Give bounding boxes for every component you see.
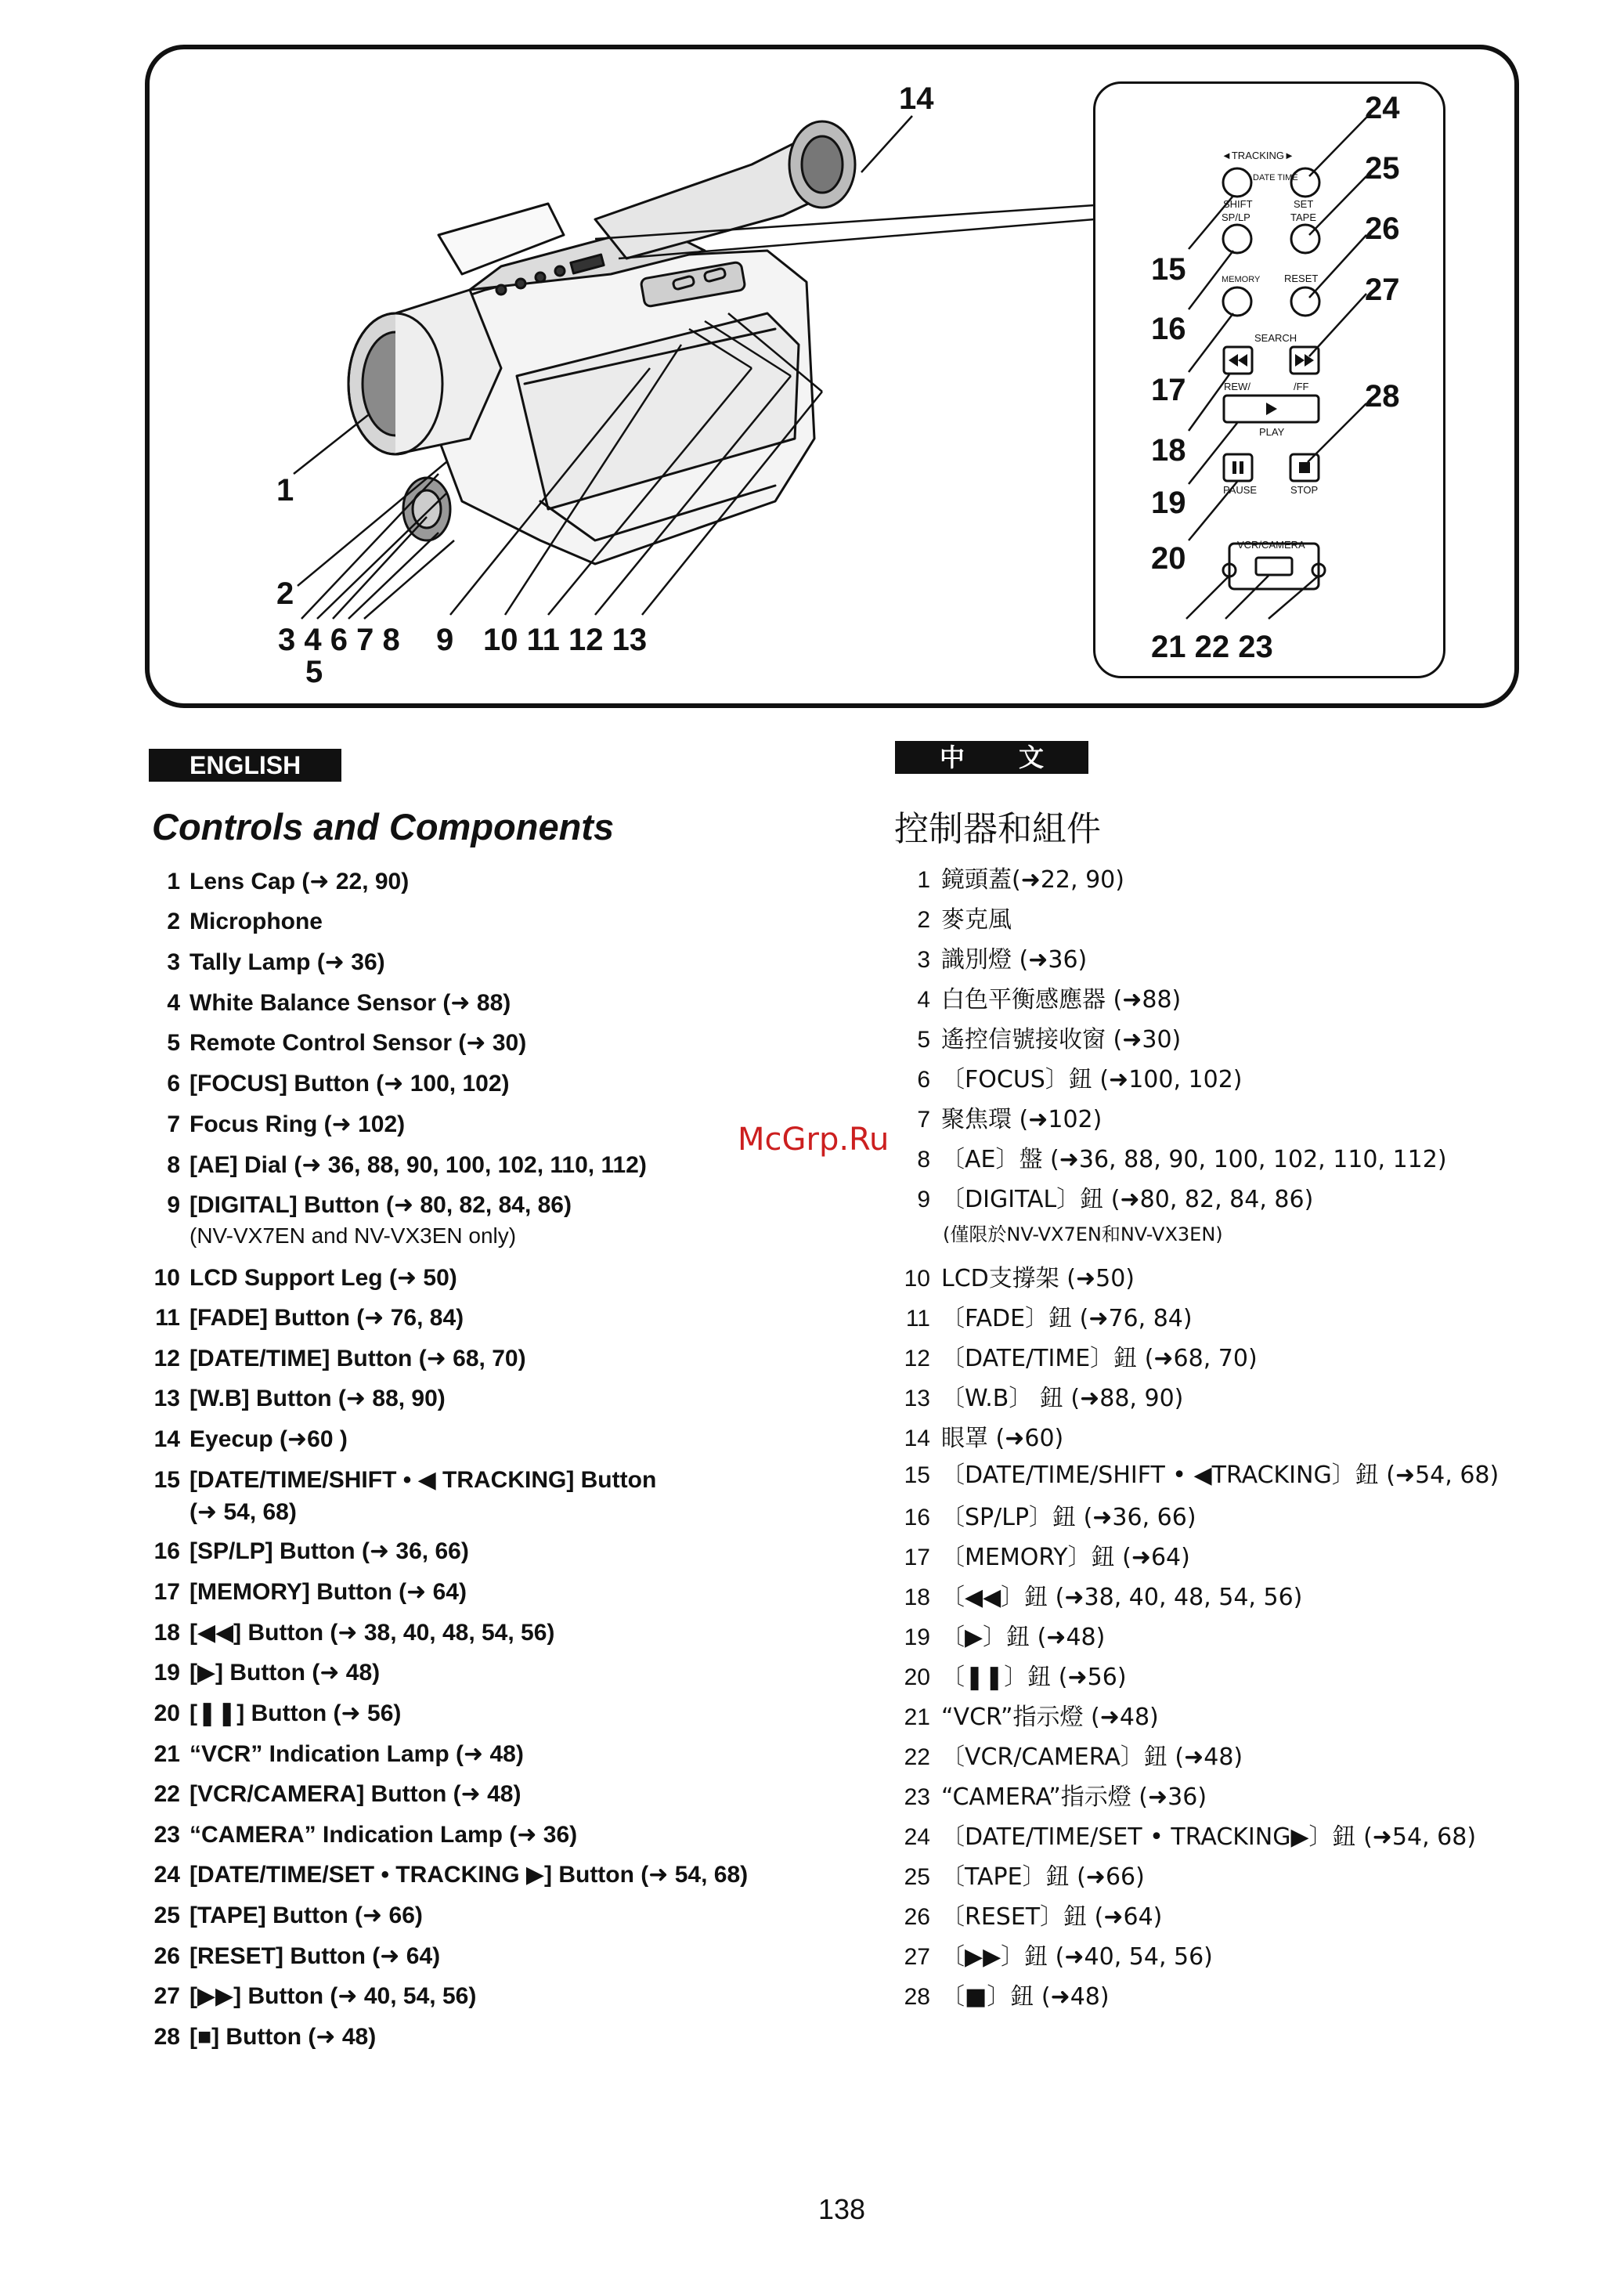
item-number: 4 <box>167 990 180 1016</box>
remote-label-ff: /FF <box>1294 381 1309 392</box>
callout-14: 14 <box>899 81 934 116</box>
item-number: 21 <box>904 1704 930 1730</box>
list-item <box>899 1977 1110 2011</box>
list-item <box>149 1191 572 1219</box>
item-text: 鏡頭蓋(➜22, 90) <box>941 866 1124 894</box>
item-text: 〔TAPE〕鈕 (➜66) <box>941 1863 1145 1891</box>
item-number: 12 <box>904 1346 930 1371</box>
list-item <box>899 1737 1243 1772</box>
item-number: 24 <box>904 1824 930 1850</box>
item-text: “CAMERA”指示燈 (➜36) <box>941 1783 1207 1811</box>
item-number: 3 <box>917 947 930 973</box>
english-note-model-only: (NV-VX7EN and NV-VX3EN only) <box>189 1223 517 1248</box>
item-number: 21 <box>153 1741 180 1767</box>
item-text: “VCR” Indication Lamp (➜ 48) <box>189 1741 524 1767</box>
callout-20: 20 <box>1151 541 1186 576</box>
item-number: 24 <box>153 1862 180 1888</box>
callout-24: 24 <box>1365 91 1400 125</box>
item-number: 18 <box>904 1585 930 1610</box>
list-item <box>149 1466 656 1494</box>
list-item <box>899 980 1181 1014</box>
remote-label-play: PLAY <box>1259 426 1285 438</box>
item-number: 27 <box>904 1944 930 1970</box>
item-text: [RESET] Button (➜ 64) <box>189 1943 441 1969</box>
callout-26: 26 <box>1365 211 1400 246</box>
item-number: 17 <box>904 1545 930 1570</box>
list-item <box>899 1060 1243 1094</box>
item-text: 麥克風 <box>941 906 1012 934</box>
item-text: 〔FOCUS〕鈕 (➜100, 102) <box>941 1066 1243 1093</box>
list-item <box>149 1345 526 1372</box>
item-number: 12 <box>153 1346 180 1371</box>
list-item <box>899 1379 1183 1413</box>
list-item <box>149 1111 405 1138</box>
item-text: White Balance Sensor (➜ 88) <box>189 990 511 1016</box>
list-item <box>149 1029 526 1057</box>
list-item <box>899 1100 1102 1134</box>
item-text: [W.B] Button (➜ 88, 90) <box>189 1386 446 1411</box>
item-number: 22 <box>904 1744 930 1770</box>
list-item <box>899 1617 1105 1652</box>
list-item <box>149 1659 380 1686</box>
item-number: 10 <box>153 1265 180 1291</box>
list-item <box>899 1498 1196 1532</box>
item-number: 18 <box>153 1620 180 1646</box>
callout-9: 9 <box>436 623 454 657</box>
item-text: 白色平衡感應器 (➜88) <box>941 986 1182 1014</box>
list-item <box>899 1259 1135 1293</box>
callout-25: 25 <box>1365 151 1400 186</box>
chinese-title: 控制器和組件 <box>894 809 1101 849</box>
list-item <box>899 1538 1190 1572</box>
item-text: 〔DIGITAL〕鈕 (➜80, 82, 84, 86) <box>941 1186 1314 1213</box>
callout-1: 1 <box>276 473 294 508</box>
item-text: [DATE/TIME/SHIFT • ◀ TRACKING] Button <box>189 1467 657 1493</box>
item-text: Tally Lamp (➜ 36) <box>189 949 385 975</box>
list-item <box>899 1857 1145 1892</box>
item-number: 23 <box>904 1784 930 1810</box>
item-number: 19 <box>904 1624 930 1650</box>
item-number: 15 <box>904 1462 930 1488</box>
list-item <box>899 1455 1499 1490</box>
item-text: 〔VCR/CAMERA〕鈕 (➜48) <box>941 1744 1243 1771</box>
callout-17: 17 <box>1151 373 1186 407</box>
item-number: 6 <box>167 1071 180 1097</box>
list-item <box>899 1299 1193 1333</box>
remote-label-pause: PAUSE <box>1223 484 1258 496</box>
callout-5: 5 <box>305 655 323 689</box>
item-text: 識別燈 (➜36) <box>941 946 1088 974</box>
remote-label-vcr-camera: VCR/CAMERA <box>1237 539 1305 551</box>
item-number: 14 <box>153 1426 180 1452</box>
item-number: 13 <box>904 1386 930 1411</box>
list-item <box>149 989 511 1017</box>
item-number: 4 <box>917 987 930 1013</box>
remote-label-sp-lp: SP/LP <box>1222 211 1250 223</box>
list-item <box>899 1777 1207 1812</box>
remote-label-date-time: DATE TIME <box>1253 173 1298 182</box>
callout-16: 16 <box>1151 312 1186 346</box>
item-number: 9 <box>167 1192 180 1218</box>
item-number: 25 <box>153 1903 180 1928</box>
list-item <box>149 1780 521 1808</box>
remote-label-rew: REW/ <box>1224 381 1250 392</box>
item-text: Eyecup (➜60 ) <box>189 1426 348 1452</box>
remote-label-shift: SHIFT <box>1223 198 1253 210</box>
list-item <box>899 1657 1127 1692</box>
item-number: 22 <box>153 1781 180 1807</box>
item-text: LCD支撐架 (➜50) <box>941 1265 1135 1292</box>
item-text: [▶] Button (➜ 48) <box>189 1660 381 1686</box>
item-text: 〔◀◀〕鈕 (➜38, 40, 48, 54, 56) <box>941 1584 1303 1611</box>
callout-21-23: 21 22 23 <box>1151 630 1273 664</box>
item-text: 〔▶〕鈕 (➜48) <box>941 1624 1106 1651</box>
item-text: [AE] Dial (➜ 36, 88, 90, 100, 102, 110, 112) <box>189 1152 647 1178</box>
item-text: 〔RESET〕鈕 (➜64) <box>941 1903 1163 1931</box>
remote-label-search: SEARCH <box>1254 332 1297 344</box>
item-number: 15 <box>153 1467 180 1493</box>
item-text: [TAPE] Button (➜ 66) <box>189 1903 423 1928</box>
item-text: [❚❚] Button (➜ 56) <box>189 1700 402 1726</box>
list-item <box>149 1264 457 1292</box>
item-number: 20 <box>904 1664 930 1690</box>
item-number: 23 <box>153 1822 180 1848</box>
item-number: 9 <box>917 1187 930 1212</box>
list-item <box>899 860 1124 894</box>
item-text: [◀◀] Button (➜ 38, 40, 48, 54, 56) <box>189 1620 555 1646</box>
list-item <box>149 1740 524 1768</box>
item-number: 7 <box>167 1111 180 1137</box>
item-number: 8 <box>917 1147 930 1173</box>
item-text: Focus Ring (➜ 102) <box>189 1111 406 1137</box>
item-number: 5 <box>167 1030 180 1056</box>
remote-label-stop: STOP <box>1290 484 1319 496</box>
list-item <box>149 1861 748 1888</box>
item-number: 8 <box>167 1152 180 1178</box>
list-item <box>149 1821 577 1848</box>
list-item <box>899 1339 1258 1373</box>
item-number: 1 <box>917 867 930 893</box>
list-item <box>899 1937 1213 1971</box>
remote-label-reset: RESET <box>1284 273 1319 284</box>
list-item <box>149 1385 446 1412</box>
item-text: 〔MEMORY〕鈕 (➜64) <box>941 1544 1190 1571</box>
item-number: 14 <box>904 1426 930 1451</box>
list-item <box>149 1902 423 1929</box>
list-item <box>149 868 409 895</box>
item-text: LCD Support Leg (➜ 50) <box>189 1265 457 1291</box>
list-item <box>899 1577 1302 1612</box>
item-text: Lens Cap (➜ 22, 90) <box>189 869 410 894</box>
callout-19: 19 <box>1151 486 1186 520</box>
callout-2: 2 <box>276 576 294 611</box>
list-item <box>149 2023 376 2051</box>
item-text: 〔▶▶〕鈕 (➜40, 54, 56) <box>941 1943 1213 1971</box>
item-text: “VCR”指示燈 (➜48) <box>941 1704 1159 1731</box>
item-number: 26 <box>904 1904 930 1930</box>
item-number: 28 <box>904 1984 930 2010</box>
item-text: [SP/LP] Button (➜ 36, 66) <box>189 1538 469 1564</box>
callout-15: 15 <box>1151 252 1186 287</box>
item-number: 2 <box>167 909 180 934</box>
item-number: 6 <box>917 1067 930 1093</box>
item-number: 27 <box>153 1983 180 2009</box>
item-text: Microphone <box>189 909 323 934</box>
english-note-15-pages: (➜ 54, 68) <box>189 1499 297 1525</box>
item-number: 11 <box>155 1305 180 1331</box>
item-number: 10 <box>904 1266 930 1292</box>
item-text: 〔FADE〕鈕 (➜76, 84) <box>941 1305 1193 1332</box>
item-text: 〔W.B〕 鈕 (➜88, 90) <box>941 1385 1184 1412</box>
item-text: [DATE/TIME] Button (➜ 68, 70) <box>189 1346 526 1371</box>
list-item <box>149 909 323 935</box>
item-text: [FOCUS] Button (➜ 100, 102) <box>189 1071 510 1097</box>
item-number: 20 <box>153 1700 180 1726</box>
item-number: 7 <box>917 1107 930 1133</box>
item-text: Remote Control Sensor (➜ 30) <box>189 1030 527 1056</box>
list-item <box>149 1619 554 1646</box>
page-number: 138 <box>818 2193 866 2225</box>
list-item <box>149 1538 469 1565</box>
remote-label-tape: TAPE <box>1290 211 1316 223</box>
watermark: McGrp.Ru <box>738 1122 890 1158</box>
list-item <box>149 1426 348 1453</box>
list-item <box>149 1578 467 1606</box>
chinese-note-model-only: (僅限於NV-VX7EN和NV-VX3EN) <box>943 1223 1223 1245</box>
item-number: 26 <box>153 1943 180 1969</box>
remote-label-memory: MEMORY <box>1222 275 1261 284</box>
list-item <box>899 1897 1162 1932</box>
item-text: [VCR/CAMERA] Button (➜ 48) <box>189 1781 521 1807</box>
list-item <box>899 1180 1313 1214</box>
list-item <box>899 940 1087 974</box>
item-text: 〔AE〕盤 (➜36, 88, 90, 100, 102, 110, 112) <box>941 1146 1447 1173</box>
item-number: 17 <box>153 1579 180 1605</box>
item-number: 3 <box>167 949 180 975</box>
list-item <box>149 1982 476 2010</box>
item-text: 〔SP/LP〕鈕 (➜36, 66) <box>941 1504 1196 1531</box>
item-number: 28 <box>153 2024 180 2050</box>
callout-10-13: 10 11 12 13 <box>483 623 648 657</box>
item-number: 2 <box>917 907 930 933</box>
item-number: 19 <box>153 1660 180 1686</box>
item-text: “CAMERA” Indication Lamp (➜ 36) <box>189 1822 578 1848</box>
list-item <box>899 1697 1159 1732</box>
item-number: 1 <box>167 869 180 894</box>
item-text: [▶▶] Button (➜ 40, 54, 56) <box>189 1983 477 2009</box>
chinese-section-tag: 中 文 <box>895 741 1088 774</box>
item-text: 聚焦環 (➜102) <box>941 1106 1103 1133</box>
item-text: [DIGITAL] Button (➜ 80, 82, 84, 86) <box>189 1192 572 1218</box>
list-item <box>899 1418 1063 1453</box>
list-item <box>149 1942 440 1970</box>
item-text: [MEMORY] Button (➜ 64) <box>189 1579 467 1605</box>
item-text: 眼罩 (➜60) <box>941 1425 1064 1452</box>
list-item <box>899 900 1012 934</box>
list-item <box>899 1817 1476 1852</box>
callout-27: 27 <box>1365 273 1400 307</box>
english-title: Controls and Components <box>152 806 615 847</box>
remote-label-set: SET <box>1294 198 1314 210</box>
item-text: 〔DATE/TIME/SET • TRACKING▶〕鈕 (➜54, 68) <box>941 1823 1477 1851</box>
list-item <box>149 1304 464 1332</box>
item-text: [■] Button (➜ 48) <box>189 2024 377 2050</box>
item-number: 16 <box>904 1505 930 1530</box>
list-item <box>149 1700 401 1727</box>
item-text: 〔DATE/TIME〕鈕 (➜68, 70) <box>941 1345 1258 1372</box>
list-item <box>899 1140 1447 1174</box>
english-section-tag: ENGLISH <box>149 749 341 782</box>
list-item <box>149 1151 647 1179</box>
item-text: 〔DATE/TIME/SHIFT • ◀TRACKING〕鈕 (➜54, 68) <box>941 1462 1499 1489</box>
list-item <box>899 1020 1181 1054</box>
remote-label-tracking: ◄TRACKING► <box>1222 150 1294 161</box>
item-text: 〔■〕鈕 (➜48) <box>941 1983 1110 2011</box>
item-number: 11 <box>905 1306 930 1332</box>
item-text: 遙控信號接收窗 (➜30) <box>941 1026 1182 1053</box>
item-text: [FADE] Button (➜ 76, 84) <box>189 1305 464 1331</box>
item-number: 25 <box>904 1864 930 1890</box>
callout-18: 18 <box>1151 433 1186 468</box>
item-text: 〔❚❚〕鈕 (➜56) <box>941 1664 1127 1691</box>
callout-3-8: 3 4 6 7 8 <box>278 623 400 657</box>
item-number: 16 <box>153 1538 180 1564</box>
list-item <box>149 949 385 976</box>
item-number: 5 <box>917 1027 930 1053</box>
list-item <box>149 1070 510 1097</box>
item-text: [DATE/TIME/SET • TRACKING ▶] Button (➜ 54, 68) <box>189 1862 749 1888</box>
item-number: 13 <box>153 1386 180 1411</box>
callout-28: 28 <box>1365 379 1400 414</box>
